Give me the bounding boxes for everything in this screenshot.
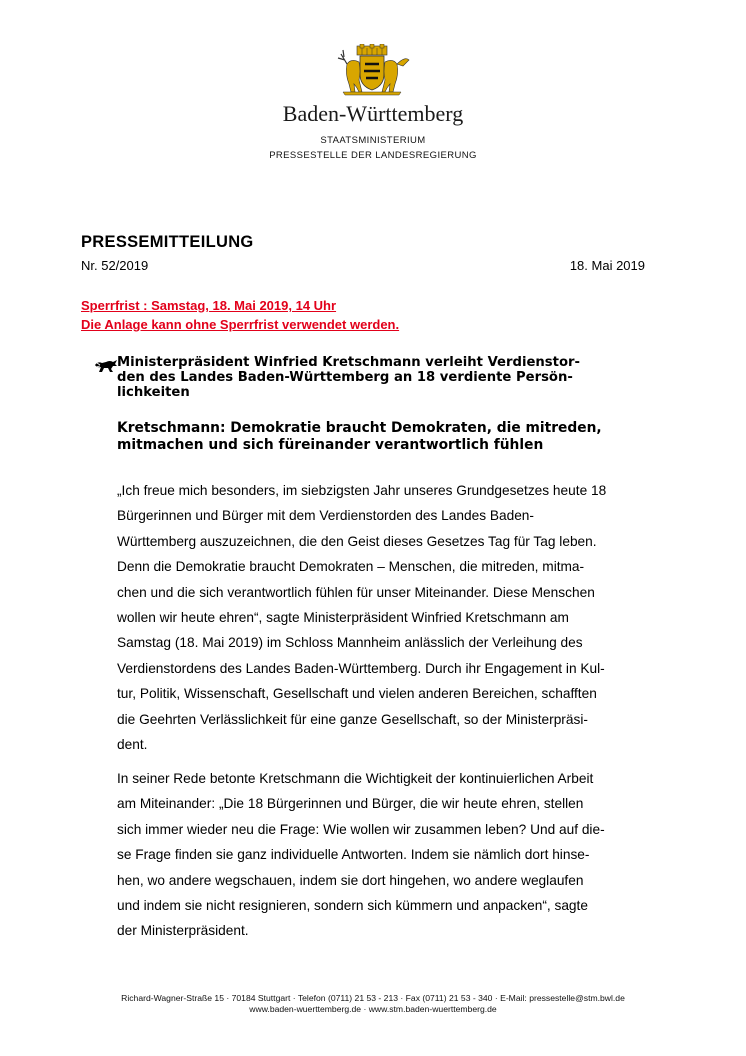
- text-line: dent.: [117, 737, 148, 753]
- text-line: tur, Politik, Wissenschaft, Gesellschaft und vielen anderen Bereichen, schafften: [117, 686, 597, 702]
- embargo-attachment-note: Die Anlage kann ohne Sperrfrist verwendet werden.: [81, 317, 400, 332]
- text-line: Württemberg auszuzeichnen, die den Geist dieses Gesetzes Tag für Tag leben.: [117, 533, 597, 549]
- coat-of-arms-icon: [329, 44, 415, 96]
- text-line: der Ministerpräsident.: [117, 923, 249, 939]
- release-number: Nr. 52/2019: [81, 258, 149, 273]
- text-line: sich immer wieder neu die Frage: Wie wollen wir zusammen leben? Und auf die-: [117, 821, 605, 837]
- text-line: Bürgerinnen und Bürger mit dem Verdienstorden des Landes Baden-: [117, 508, 534, 524]
- text-line: Verdienstordens des Landes Baden-Württemberg. Durch ihr Engagement in Kul-: [117, 660, 605, 676]
- title-line: Ministerpräsident Winfried Kretschmann verleiht Verdienstor-: [117, 355, 580, 370]
- text-line: Samstag (18. Mai 2019) im Schloss Mannheim anlässlich der Verleihung des: [117, 635, 583, 651]
- text-line: und indem sie nicht resignieren, sondern sich kümmern und anpacken“, sagte: [117, 898, 588, 914]
- ministry-name: STAATSMINISTERIUM: [320, 135, 426, 146]
- text-line: In seiner Rede betonte Kretschmann die Wichtigkeit der kontinuierlichen Arbeit: [117, 771, 594, 786]
- release-date: 18. Mai 2019: [569, 258, 645, 273]
- release-heading: PRESSEMITTEILUNG: [81, 233, 254, 251]
- text-line: se Frage finden sie ganz individuelle Antworten. Indem sie nämlich dort hinse-: [117, 847, 590, 863]
- press-release-subtitle: [117, 420, 647, 453]
- lion-icon: [94, 359, 118, 373]
- text-line: chen und die sich verantwortlich fühlen für unser Miteinander. Diese Menschen: [117, 584, 595, 600]
- footer-websites: www.baden-wuerttemberg.de · www.stm.baden-wuerttemberg.de: [249, 1004, 497, 1014]
- text-line: die Geehrten Verlässlichkeit für eine ganze Gesellschaft, so der Ministerpräsi-: [117, 711, 588, 727]
- embargo-notice: Sperrfrist : Samstag, 18. Mai 2019, 14 Uhr: [81, 298, 337, 313]
- body-paragraph-1: [117, 478, 662, 757]
- title-line: lichkeiten: [117, 385, 190, 400]
- text-line: hen, wo andere wegschauen, indem sie dort hingehen, wo andere weglaufen: [117, 872, 584, 888]
- press-release-title: [117, 355, 637, 400]
- subtitle-line: mitmachen und sich füreinander verantwortlich fühlen: [117, 436, 544, 453]
- text-line: „Ich freue mich besonders, im siebzigsten Jahr unseres Grundgesetzes heute 18: [117, 483, 607, 498]
- brand-name: Baden-Württemberg: [282, 101, 464, 126]
- subtitle-line: Kretschmann: Demokratie braucht Demokraten, die mitreden,: [117, 420, 602, 436]
- body-paragraph-2: [117, 766, 662, 944]
- press-office-name: PRESSESTELLE DER LANDESREGIERUNG: [269, 150, 477, 161]
- text-line: wollen wir heute ehren“, sagte Ministerpräsident Winfried Kretschmann am: [117, 610, 569, 626]
- title-line: den des Landes Baden-Württemberg an 18 verdiente Persön-: [117, 370, 573, 385]
- text-line: Denn die Demokratie braucht Demokraten – Menschen, die mitreden, mitma-: [117, 559, 585, 575]
- text-line: am Miteinander: „Die 18 Bürgerinnen und Bürger, die wir heute ehren, stellen: [117, 796, 584, 812]
- footer-contact: Richard-Wagner-Straße 15 · 70184 Stuttgart · Telefon (0711) 21 53 - 213 · Fax (0711) 21 53 - 340 · E-Mail: pressestelle@stm.bwl.de: [121, 993, 625, 1003]
